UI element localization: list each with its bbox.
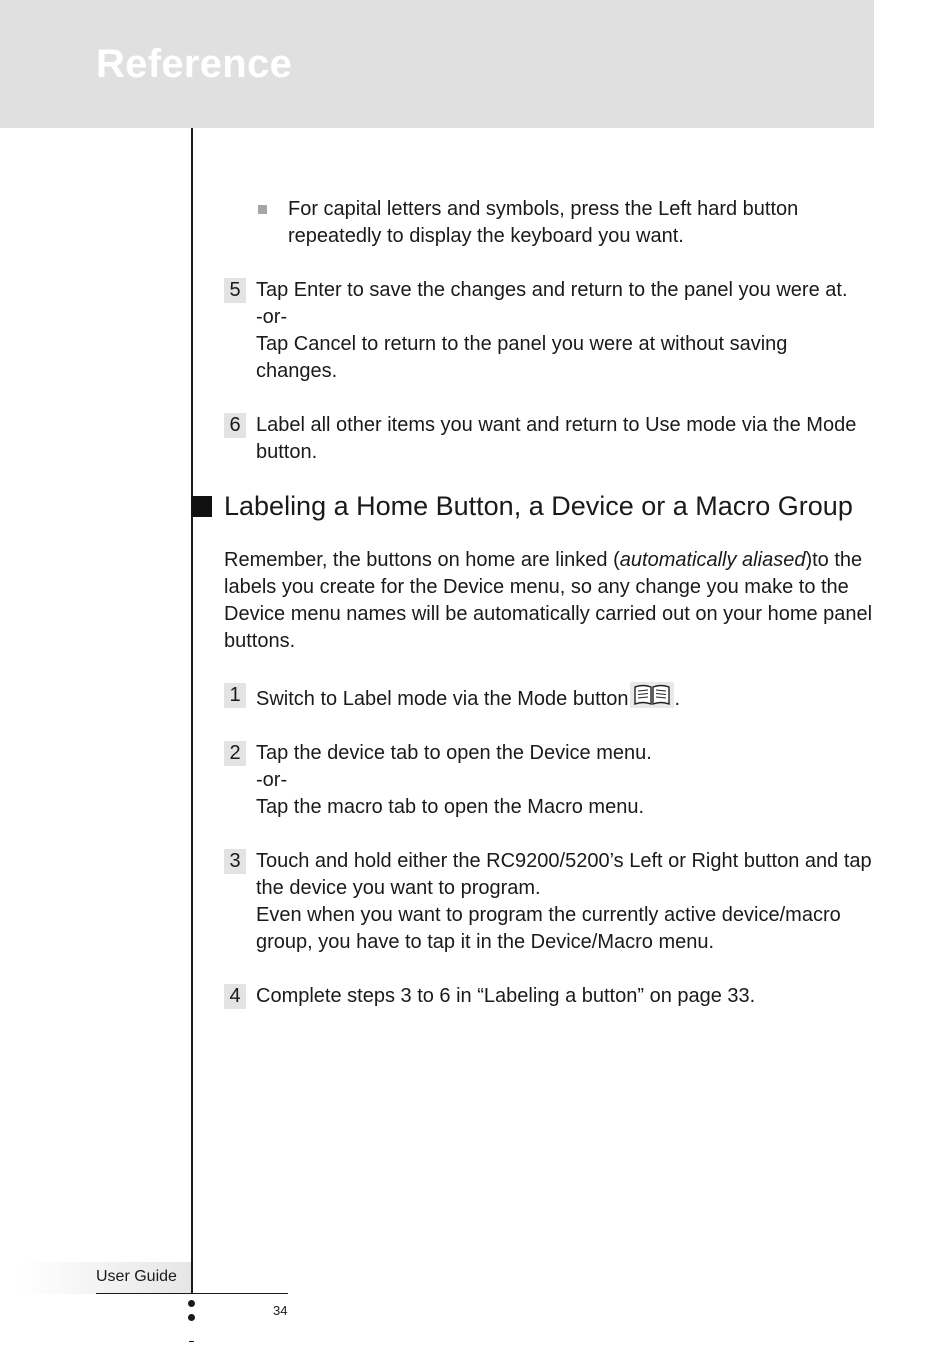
- step-line: Tap the macro tab to open the Macro menu.: [256, 796, 644, 818]
- bullet-square-icon: [258, 205, 267, 214]
- label-mode-book-icon: [630, 682, 674, 708]
- step-line: Tap Cancel to return to the panel you were at without saving changes.: [256, 333, 788, 382]
- step-number: 5: [224, 278, 246, 303]
- intro-text-start: Remember, the buttons on home are linked (: [224, 549, 620, 571]
- step-number: 1: [224, 683, 246, 708]
- page-title: Reference: [96, 42, 293, 86]
- step-2: [224, 740, 874, 821]
- step-line: Even when you want to program the currently active device/macro group, you have to tap it in the Device/Macro menu.: [256, 904, 841, 953]
- page-number: 34: [273, 1303, 288, 1318]
- step-4: [224, 983, 874, 1010]
- step-suffix: .: [674, 688, 681, 710]
- step-line: Label all other items you want and return to Use mode via the Mode button.: [256, 414, 857, 463]
- footer-label: User Guide: [96, 1268, 177, 1285]
- footer-dot-icon: [188, 1300, 195, 1307]
- section-heading: [192, 489, 874, 523]
- main-content: [224, 196, 874, 1037]
- step-line: [256, 682, 874, 713]
- intro-text-end: )to the labels you create for the Device menu, so any change you make to the Device menu names will be automatically carried out on your home panel buttons.: [224, 549, 873, 652]
- step-line: Touch and hold either the RC9200/5200’s Left or Right button and tap the device you want to program.: [256, 850, 872, 899]
- intro-italic-term: automatically aliased: [619, 549, 806, 571]
- step-number: 6: [224, 413, 246, 438]
- section-intro: [224, 547, 874, 655]
- step-line: Tap the device tab to open the Device menu.: [256, 742, 652, 764]
- page-header: [0, 0, 874, 128]
- bullet-text: For capital letters and symbols, press the Left hard button repeatedly to display the keyboard you want.: [288, 198, 799, 247]
- footer-dot-icon: [188, 1314, 195, 1321]
- heading-square-icon: [191, 496, 212, 517]
- step-line: Complete steps 3 to 6 in “Labeling a button” on page 33.: [256, 985, 756, 1007]
- step-number: 4: [224, 984, 246, 1009]
- step-1: [224, 682, 874, 713]
- step-text: Switch to Label mode via the Mode button: [256, 688, 629, 710]
- footer-dash: [189, 1341, 194, 1342]
- step-6: [224, 412, 874, 466]
- step-number: 3: [224, 849, 246, 874]
- step-number: 2: [224, 741, 246, 766]
- step-3: [224, 848, 874, 956]
- step-5: [224, 277, 874, 385]
- footer-rule: [96, 1293, 288, 1294]
- step-line: -or-: [256, 306, 288, 328]
- vertical-rule: [191, 128, 193, 1294]
- bullet-item: [224, 196, 874, 250]
- step-line: Tap Enter to save the changes and return to the panel you were at.: [256, 279, 848, 301]
- step-line: -or-: [256, 769, 288, 791]
- section-heading-text: Labeling a Home Button, a Device or a Macro Group: [224, 491, 853, 521]
